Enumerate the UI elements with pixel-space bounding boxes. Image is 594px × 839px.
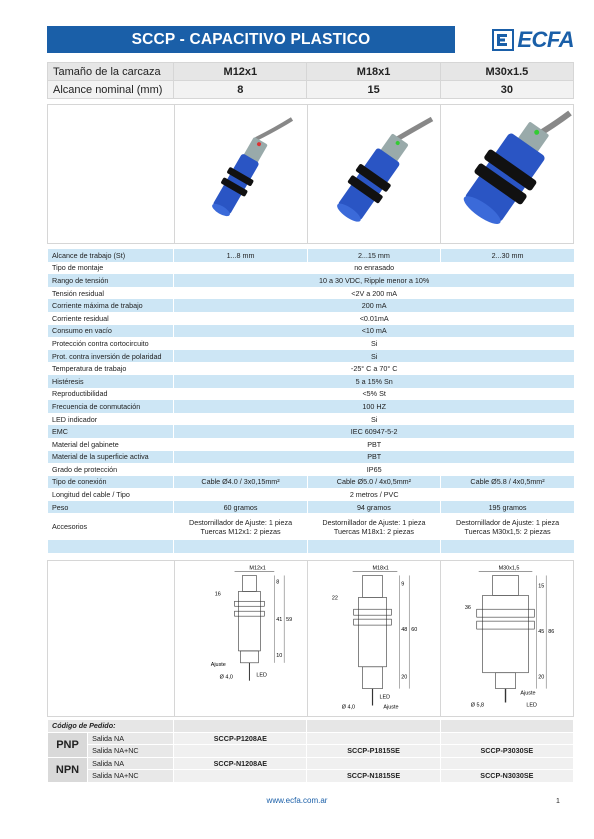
order-code: SCCP-P1815SE: [307, 745, 440, 758]
order-code: SCCP-N1208AE: [174, 757, 307, 770]
order-code: [440, 732, 573, 745]
output-subtype: Salida NA+NC: [88, 770, 174, 783]
spec-value: no enrasado: [174, 262, 574, 275]
dimension-label: 86: [548, 629, 555, 636]
spec-label: Material del gabinete: [48, 438, 174, 451]
spec-value: <0.01mA: [174, 312, 574, 325]
spec-row: [48, 299, 575, 312]
spec-row: [48, 312, 575, 325]
spec-value: 94 gramos: [307, 501, 440, 514]
order-code: [174, 745, 307, 758]
drawing-label: Ajuste: [383, 704, 399, 711]
summary-value: 15: [307, 81, 440, 99]
spec-value: Si: [174, 350, 574, 363]
thread-diameter: 16: [214, 591, 221, 598]
spec-row: [48, 287, 575, 300]
spec-label: Tipo de montaje: [48, 262, 174, 275]
spec-value: 2...30 mm: [441, 249, 574, 262]
summary-label: Alcance nominal (mm): [48, 81, 174, 99]
spec-label: Tipo de conexión: [48, 476, 174, 489]
drawing-title: M12x1: [249, 565, 266, 572]
dimension-label: 15: [538, 583, 545, 590]
drawing-title: M18x1: [372, 565, 389, 572]
spec-row: [48, 425, 575, 438]
accessory-line: Destornillador de Ajuste: 1 pieza: [456, 517, 560, 527]
dimension-drawings: [47, 560, 574, 717]
order-code: SCCP-P1208AE: [174, 732, 307, 745]
order-heading: Código de Pedido:: [48, 720, 174, 733]
dimension-label: 20: [538, 674, 545, 681]
order-code: [440, 757, 573, 770]
spec-value: 5 a 15% Sn: [174, 375, 574, 388]
spec-row: [48, 501, 575, 514]
spec-value: IEC 60947-5-2: [174, 425, 574, 438]
dimension-label: 45: [538, 629, 545, 636]
order-code: [307, 732, 440, 745]
cable-diameter: Ø 4,0: [219, 674, 233, 681]
drawing-label: LED: [256, 672, 267, 679]
drawing-label: LED: [526, 702, 537, 709]
summary-table: [47, 62, 574, 99]
spec-label: Reproductibilidad: [48, 388, 174, 401]
page-number: 1: [556, 798, 560, 805]
page-header: [47, 26, 574, 53]
spec-label: Frecuencia de conmutación: [48, 400, 174, 413]
spec-value: [174, 513, 307, 540]
order-heading-row: [48, 720, 574, 733]
order-row: [48, 732, 574, 745]
drawing-label-cell: [48, 561, 174, 716]
spec-label: Temperatura de trabajo: [48, 362, 174, 375]
order-code: SCCP-N3030SE: [440, 770, 573, 783]
summary-value: 8: [174, 81, 307, 99]
output-subtype: Salida NA+NC: [88, 745, 174, 758]
spec-value: 200 mA: [174, 299, 574, 312]
spec-label: Peso: [48, 501, 174, 514]
order-code: SCCP-N1815SE: [307, 770, 440, 783]
order-row: [48, 757, 574, 770]
spec-label: Accesorios: [48, 513, 174, 540]
spec-value: PBT: [174, 451, 574, 464]
photo-m18: [307, 105, 440, 243]
spec-value: [441, 513, 574, 540]
order-code: SCCP-P3030SE: [440, 745, 573, 758]
spec-row: [48, 274, 575, 287]
drawing-label: Ajuste: [520, 690, 536, 697]
spec-row: [48, 451, 575, 464]
spec-value: IP65: [174, 463, 574, 476]
dimension-label: 20: [401, 674, 408, 681]
drawing-m18: [307, 561, 440, 716]
spec-value: Si: [174, 337, 574, 350]
spec-value: Si: [174, 413, 574, 426]
spec-label: Prot. contra inversión de polaridad: [48, 350, 174, 363]
photo-label-cell: [48, 105, 174, 243]
spec-row: [48, 325, 575, 338]
spec-label: Consumo en vacío: [48, 325, 174, 338]
cable-diameter: Ø 4,0: [341, 704, 356, 711]
spec-value: PBT: [174, 438, 574, 451]
dimension-label: 60: [411, 627, 418, 634]
drawing-m12: [174, 561, 307, 716]
output-type: PNP: [48, 732, 88, 757]
spec-row: [48, 513, 575, 540]
order-row: [48, 745, 574, 758]
summary-row: [48, 81, 574, 99]
ecfa-logo-icon: [492, 29, 514, 51]
spec-row: [48, 488, 575, 501]
spec-value: 1...8 mm: [174, 249, 307, 262]
summary-value: M30x1.5: [440, 63, 573, 81]
spec-label: Material de la superficie activa: [48, 451, 174, 464]
dimension-label: 59: [286, 617, 293, 624]
summary-value: 30: [440, 81, 573, 99]
order-code-table: [47, 719, 574, 783]
spec-table: [47, 249, 574, 553]
output-subtype: Salida NA: [88, 757, 174, 770]
drawing-label: LED: [379, 694, 391, 701]
spec-label: Protección contra cortocircuito: [48, 337, 174, 350]
spec-label: Corriente residual: [48, 312, 174, 325]
dimension-label: 41: [276, 617, 283, 624]
footer-url[interactable]: www.ecfa.com.ar: [266, 796, 328, 805]
spec-value: Cable Ø5.8 / 4x0,5mm²: [441, 476, 574, 489]
accessory-line: Tuercas M30x1,5: 2 piezas: [464, 526, 551, 536]
sensor-m18-image: [314, 114, 434, 234]
photo-m12: [174, 105, 307, 243]
spec-value: 60 gramos: [174, 501, 307, 514]
sensor-m30-image: [442, 107, 572, 241]
order-code: [174, 770, 307, 783]
spec-label: Tensión residual: [48, 287, 174, 300]
dimension-label: 48: [401, 627, 408, 634]
spec-label: Rango de tensión: [48, 274, 174, 287]
page-title: SCCP - CAPACITIVO PLASTICO: [47, 26, 455, 53]
spec-row: [48, 400, 575, 413]
photo-m30: [440, 105, 573, 243]
spec-value: <2V a 200 mA: [174, 287, 574, 300]
spec-value: 2...15 mm: [307, 249, 440, 262]
accessory-line: Tuercas M18x1: 2 piezas: [333, 526, 414, 536]
spec-label: LED indicador: [48, 413, 174, 426]
spec-label: Histéresis: [48, 375, 174, 388]
spec-value: Cable Ø5.0 / 4x0,5mm²: [307, 476, 440, 489]
output-subtype: Salida NA: [88, 732, 174, 745]
spec-value: <10 mA: [174, 325, 574, 338]
accessory-line: Tuercas M12x1: 2 piezas: [200, 526, 281, 536]
thread-diameter: 22: [331, 595, 338, 602]
spec-row: [48, 476, 575, 489]
spec-label: EMC: [48, 425, 174, 438]
m12-dimension-diagram: [175, 561, 307, 716]
spec-value: 195 gramos: [441, 501, 574, 514]
spec-label: Alcance de trabajo (St): [48, 249, 174, 262]
spec-value: [307, 513, 440, 540]
drawing-title: M30x1,5: [498, 565, 520, 572]
spec-row: [48, 350, 575, 363]
spec-label: Corriente máxima de trabajo: [48, 299, 174, 312]
dimension-label: 8: [276, 579, 280, 586]
logo-wordmark: ECFA: [517, 26, 574, 52]
spec-value: -25° C a 70° C: [174, 362, 574, 375]
spec-row: [48, 249, 575, 262]
spec-row: [48, 337, 575, 350]
ecfa-logo: [492, 26, 574, 53]
accessory-line: Destornillador de Ajuste: 1 pieza: [322, 517, 426, 527]
spec-row: [48, 375, 575, 388]
summary-value: M12x1: [174, 63, 307, 81]
spec-value: 10 a 30 VDC, Ripple menor a 10%: [174, 274, 574, 287]
accessory-line: Destornillador de Ajuste: 1 pieza: [189, 517, 293, 527]
sensor-m12-image: [186, 114, 296, 234]
drawing-m30: [440, 561, 573, 716]
drawing-label: Ajuste: [210, 661, 226, 668]
cable-diameter: Ø 5,8: [470, 702, 485, 709]
m18-dimension-diagram: [308, 561, 440, 716]
spec-row: [48, 463, 575, 476]
spec-row: [48, 388, 575, 401]
summary-value: M18x1: [307, 63, 440, 81]
spec-row-empty: [48, 540, 575, 553]
dimension-label: 9: [401, 581, 405, 588]
spec-row: [48, 262, 575, 275]
dimension-label: 10: [276, 652, 283, 659]
summary-row: [48, 63, 574, 81]
output-type: NPN: [48, 757, 88, 782]
summary-label: Tamaño de la carcaza: [48, 63, 174, 81]
spec-value: Cable Ø4.0 / 3x0,15mm²: [174, 476, 307, 489]
product-photos: [47, 104, 574, 244]
spec-label: Longitud del cable / Tipo: [48, 488, 174, 501]
order-row: [48, 770, 574, 783]
spec-row: [48, 413, 575, 426]
spec-label: Grado de protección: [48, 463, 174, 476]
thread-diameter: 36: [464, 605, 471, 612]
spec-row: [48, 438, 575, 451]
spec-row: [48, 362, 575, 375]
spec-value: <5% St: [174, 388, 574, 401]
order-code: [307, 757, 440, 770]
spec-value: 100 HZ: [174, 400, 574, 413]
m30-dimension-diagram: [441, 561, 573, 716]
spec-value: 2 metros / PVC: [174, 488, 574, 501]
